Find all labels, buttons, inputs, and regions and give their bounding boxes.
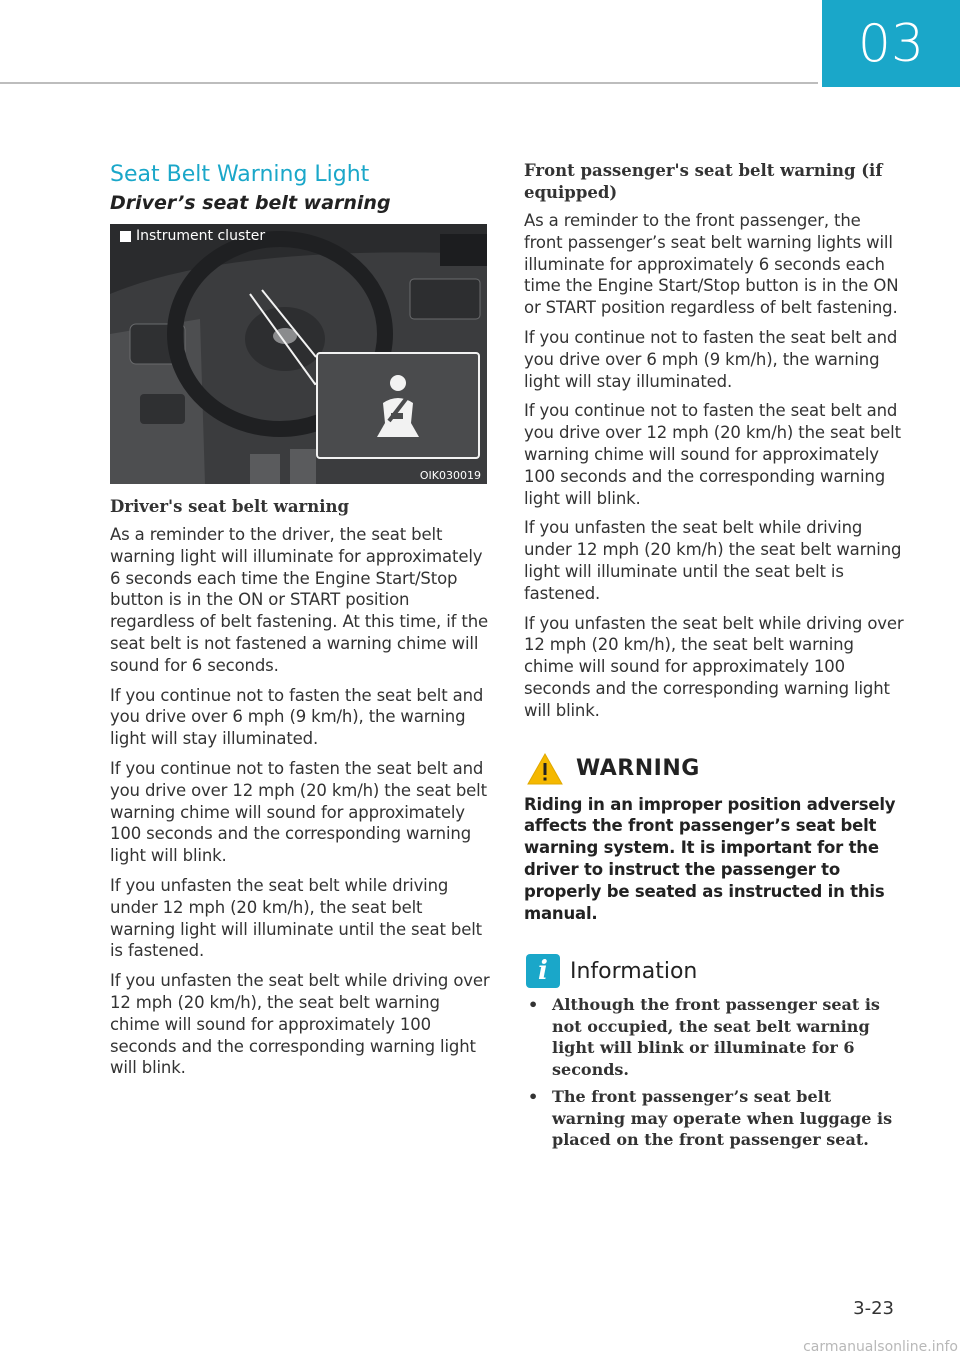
- information-item: [524, 1086, 904, 1151]
- figure-code: OIK030019: [419, 469, 481, 482]
- square-bullet-icon: [120, 231, 131, 242]
- information-item-text: Although the front passenger seat is not occupied, the seat belt warning light will blink or illuminate for 6 seconds.: [552, 995, 880, 1079]
- figure-caption: [120, 228, 265, 244]
- instrument-cluster-figure: [110, 224, 487, 484]
- warning-text: Riding in an improper position adversely affects the front passenger’s seat belt warning system. It is important for the driver to instruct the passenger to properly be seated as instructed in this manual.: [524, 794, 896, 923]
- left-paragraph: If you unfasten the seat belt while driving over 12 mph (20 km/h), the seat belt warning chime will sound for approximately 100 seconds and the corresponding warning light will blink.: [110, 971, 490, 1078]
- figure-caption-text: Instrument cluster: [136, 228, 266, 244]
- left-paragraph: As a reminder to the driver, the seat belt warning light will illuminate for approximately 6 seconds each time the Engine Start/Stop button is in the ON or START position regardless of belt fastening. At this time, if the seat belt is not fastened a warning chime will sound for 6 seconds.: [110, 525, 489, 675]
- watermark[interactable]: carmanualsonline.info: [803, 1339, 958, 1355]
- section-title: Seat Belt Warning Light: [110, 162, 370, 187]
- information-item-text: The front passenger’s seat belt warning may operate when luggage is placed on the front passenger seat.: [552, 1087, 893, 1150]
- warning-triangle-icon: [526, 752, 564, 786]
- left-paragraph: If you continue not to fasten the seat belt and you drive over 12 mph (20 km/h) the seat belt warning chime will sound for approximately 100 seconds and the corresponding warning light will blink.: [110, 758, 487, 866]
- information-header: [526, 954, 904, 988]
- left-column: [110, 160, 490, 1087]
- warning-header: [526, 752, 904, 786]
- chapter-tab: 03: [822, 0, 960, 87]
- right-paragraph: If you unfasten the seat belt while driving under 12 mph (20 km/h) the seat belt warning light will illuminate until the seat belt is fastened.: [524, 518, 902, 603]
- information-list: [524, 994, 904, 1151]
- passenger-belt-heading: Front passenger's seat belt warning (if equipped): [524, 161, 883, 202]
- information-item: [524, 994, 904, 1080]
- bullet-icon: •: [528, 995, 539, 1015]
- information-icon: i: [526, 954, 560, 988]
- right-paragraph: If you continue not to fasten the seat belt and you drive over 6 mph (9 km/h), the warning light will stay illuminated.: [524, 327, 898, 391]
- page-number: 3-23: [853, 1298, 894, 1319]
- right-paragraph: As a reminder to the front passenger, the front passenger’s seat belt warning lights will illuminate for approximately 6 seconds each time the Engine Start/Stop button is in the ON or START position regardless of belt fastening.: [524, 211, 899, 318]
- subsection-title: Driver’s seat belt warning: [110, 192, 391, 214]
- left-paragraph: If you continue not to fasten the seat belt and you drive over 6 mph (9 km/h), the warning light will stay illuminated.: [110, 685, 484, 749]
- right-paragraph: If you continue not to fasten the seat belt and you drive over 12 mph (20 km/h) the seat belt warning chime will sound for approximately 100 seconds and the corresponding warning light will blink.: [524, 401, 901, 508]
- header-rule: [0, 82, 818, 84]
- bullet-icon: •: [528, 1087, 539, 1107]
- driver-belt-heading: Driver's seat belt warning: [110, 497, 350, 516]
- seat-belt-icon: [363, 371, 433, 441]
- left-paragraph: If you unfasten the seat belt while driving under 12 mph (20 km/h), the seat belt warning light will illuminate until the seat belt is fastened.: [110, 875, 482, 961]
- right-paragraph: If you unfasten the seat belt while driving over 12 mph (20 km/h), the seat belt warning chime will sound for approximately 100 seconds and the corresponding warning light will blink.: [524, 613, 904, 720]
- warning-title: WARNING: [576, 756, 700, 782]
- seat-belt-warning-inset: [316, 352, 480, 459]
- information-title: Information: [570, 958, 698, 984]
- right-column: [524, 160, 904, 1157]
